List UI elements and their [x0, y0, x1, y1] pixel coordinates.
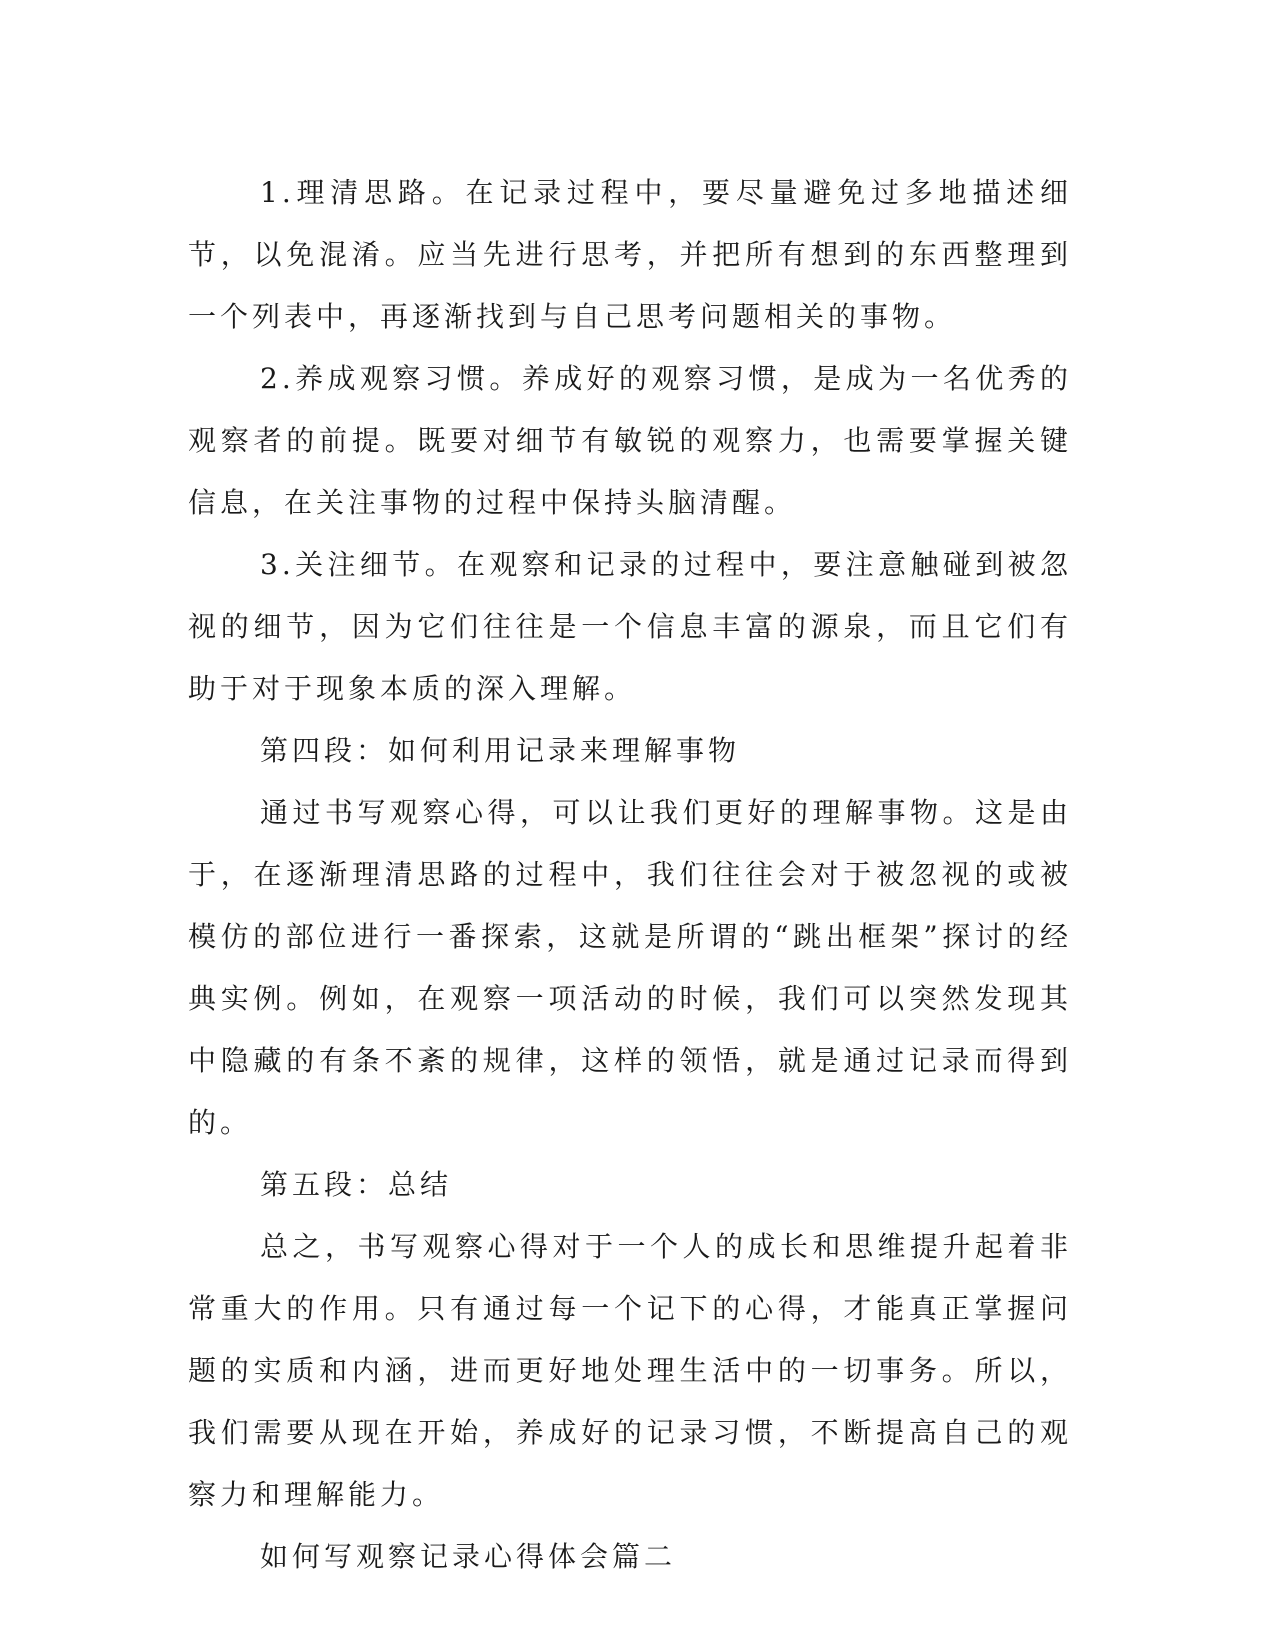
document-body: [188, 162, 1072, 1588]
article-title-part-2: 如何写观察记录心得体会篇二: [260, 1540, 677, 1573]
section-heading-5: 第五段：总结: [260, 1168, 453, 1201]
paragraph-1: 1.理清思路。在记录过程中，要尽量避免过多地描述细节，以免混淆。应当先进行思考，并把所有想到的东西整理到一个列表中，再逐渐找到与自己思考问题相关的事物。: [188, 176, 1072, 333]
section-heading-4: 第四段：如何利用记录来理解事物: [260, 734, 741, 767]
paragraph-3: 3.关注细节。在观察和记录的过程中，要注意触碰到被忽视的细节，因为它们往往是一个信息丰富的源泉，而且它们有助于对于现象本质的深入理解。: [188, 548, 1072, 705]
paragraph-5: 总之，书写观察心得对于一个人的成长和思维提升起着非常重大的作用。只有通过每一个记下的心得，才能真正掌握问题的实质和内涵，进而更好地处理生活中的一切事务。所以，我们需要从现在开始，养成好的记录习惯，不断提高自己的观察力和理解能力。: [188, 1230, 1072, 1511]
paragraph-4: 通过书写观察心得，可以让我们更好的理解事物。这是由于，在逐渐理清思路的过程中，我们往往会对于被忽视的或被模仿的部位进行一番探索，这就是所谓的“跳出框架”探讨的经典实例。例如，在观察一项活动的时候，我们可以突然发现其中隐藏的有条不紊的规律，这样的领悟，就是通过记录而得到的。: [188, 796, 1072, 1139]
paragraph-2: 2.养成观察习惯。养成好的观察习惯，是成为一名优秀的观察者的前提。既要对细节有敏锐的观察力，也需要掌握关键信息，在关注事物的过程中保持头脑清醒。: [188, 362, 1072, 519]
